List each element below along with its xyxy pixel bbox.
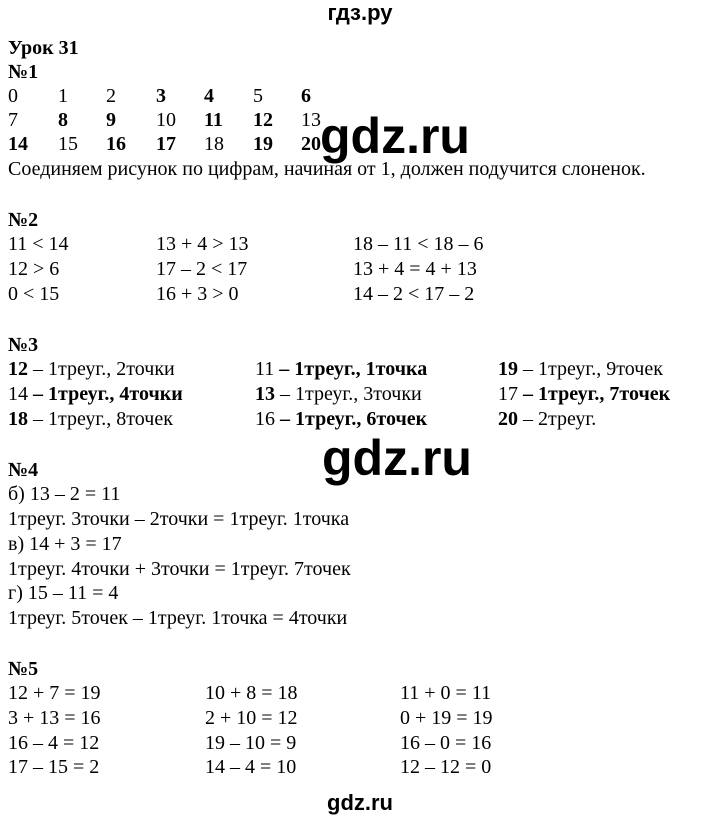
number-cell: 18 <box>204 133 224 155</box>
number-cell: 2 <box>106 85 116 107</box>
number-cell: 10 <box>156 109 176 131</box>
watermark: gdz.ru <box>322 430 472 486</box>
equation: 17 – 15 = 2 <box>8 756 100 778</box>
number-cell-bold: 14 <box>8 133 28 155</box>
decomposition: 19 – 1треуг., 9точек <box>498 358 663 380</box>
task4-line: 1треуг. 3точки – 2точки = 1треуг. 1точка <box>8 508 350 530</box>
task4-line: 1треуг. 4точки + 3точки = 1треуг. 7точек <box>8 558 351 580</box>
number-cell: 7 <box>8 109 18 131</box>
decomposition: 18 – 1треуг., 8точек <box>8 408 173 430</box>
number-cell-bold: 9 <box>106 109 116 131</box>
number-cell-bold: 4 <box>204 85 214 107</box>
equation: 3 + 13 = 16 <box>8 707 101 729</box>
comparison: 17 – 2 < 17 <box>156 258 248 280</box>
number-cell: 13 <box>301 109 321 131</box>
equation: 2 + 10 = 12 <box>205 707 298 729</box>
site-footer: gdz.ru <box>327 790 393 815</box>
watermark: gdz.ru <box>320 108 470 164</box>
comparison: 18 – 11 < 18 – 6 <box>353 233 484 255</box>
decomposition: 16 – 1треуг., 6точек <box>255 408 428 430</box>
comparison: 12 > 6 <box>8 258 60 280</box>
equation: 10 + 8 = 18 <box>205 682 298 704</box>
number-cell: 15 <box>58 133 78 155</box>
decomposition: 11 – 1треуг., 1точка <box>255 358 428 380</box>
number-cell-bold: 3 <box>156 85 166 107</box>
equation: 16 – 0 = 16 <box>400 732 492 754</box>
number-cell-bold: 6 <box>301 85 311 107</box>
comparison: 13 + 4 = 4 + 13 <box>353 258 477 280</box>
equation: 12 – 12 = 0 <box>400 756 492 778</box>
number-cell: 5 <box>253 85 263 107</box>
equation: 11 + 0 = 11 <box>400 682 492 704</box>
equation: 12 + 7 = 19 <box>8 682 101 704</box>
task3-heading: №3 <box>8 334 39 356</box>
task4-heading: №4 <box>8 459 39 481</box>
decomposition: 20 – 2треуг. <box>498 408 597 430</box>
task1-note: Соединяем рисунок по цифрам, начиная от 1, должен подучится слоненок. <box>8 158 646 180</box>
site-header: гдз.ру <box>327 0 393 25</box>
decomposition: 17 – 1треуг., 7точек <box>498 383 671 405</box>
number-cell-bold: 20 <box>301 133 321 155</box>
comparison: 11 < 14 <box>8 233 69 255</box>
task2-heading: №2 <box>8 209 39 231</box>
equation: 0 + 19 = 19 <box>400 707 493 729</box>
lesson-title: Урок 31 <box>8 37 79 59</box>
comparison: 16 + 3 > 0 <box>156 283 239 305</box>
decomposition: 14 – 1треуг., 4точки <box>8 383 183 405</box>
number-cell-bold: 19 <box>253 133 273 155</box>
task5-heading: №5 <box>8 658 39 680</box>
task4-line: в) 14 + 3 = 17 <box>8 533 122 555</box>
task4-line: г) 15 – 11 = 4 <box>8 582 119 604</box>
number-cell-bold: 12 <box>253 109 273 131</box>
task1-heading: №1 <box>8 61 39 83</box>
task4-line: 1треуг. 5точек – 1треуг. 1точка = 4точки <box>8 607 348 629</box>
equation: 16 – 4 = 12 <box>8 732 100 754</box>
task4-line: б) 13 – 2 = 11 <box>8 483 121 505</box>
equation: 19 – 10 = 9 <box>205 732 297 754</box>
comparison: 13 + 4 > 13 <box>156 233 249 255</box>
number-cell-bold: 8 <box>58 109 68 131</box>
number-cell-bold: 16 <box>106 133 126 155</box>
comparison: 0 < 15 <box>8 283 60 305</box>
number-cell: 1 <box>58 85 68 107</box>
comparison: 14 – 2 < 17 – 2 <box>353 283 475 305</box>
equation: 14 – 4 = 10 <box>205 756 297 778</box>
number-cell-bold: 17 <box>156 133 176 155</box>
decomposition: 13 – 1треуг., 3точки <box>255 383 422 405</box>
decomposition: 12 – 1треуг., 2точки <box>8 358 175 380</box>
number-cell: 0 <box>8 85 18 107</box>
number-cell-bold: 11 <box>204 109 223 131</box>
